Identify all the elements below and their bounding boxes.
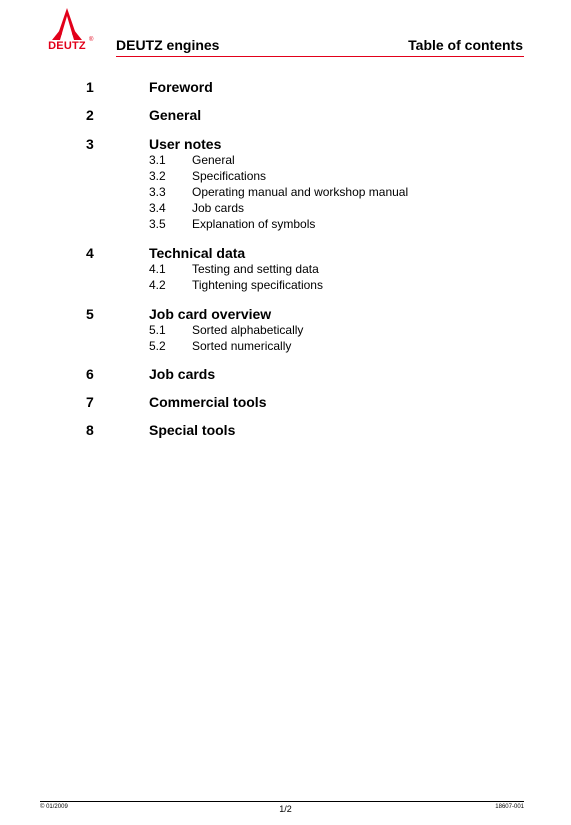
header-divider (116, 56, 524, 57)
subsection-title: Testing and setting data (192, 262, 319, 276)
chapter-title[interactable]: Job card overview (149, 306, 272, 322)
chapter-number: 8 (86, 422, 94, 438)
chapter-number: 3 (86, 136, 94, 152)
toc-subsection[interactable] (0, 169, 571, 185)
toc-subsection[interactable] (0, 323, 571, 339)
chapter-title[interactable]: General (149, 107, 202, 123)
chapter-number: 4 (86, 245, 94, 261)
toc-subsection[interactable] (0, 278, 571, 294)
subsection-title: Tightening specifications (192, 278, 323, 292)
subsection-number: 3.4 (149, 201, 166, 215)
toc-subsection[interactable] (0, 153, 571, 169)
subsection-number: 5.1 (149, 323, 166, 337)
chapter-title[interactable]: Special tools (149, 422, 236, 438)
chapter-number: 5 (86, 306, 94, 322)
subsection-title: Specifications (192, 169, 267, 183)
subsection-title: Sorted alphabetically (192, 323, 304, 337)
chapter-number: 1 (86, 79, 94, 95)
chapter-title[interactable]: Foreword (149, 79, 213, 95)
chapter-number: 2 (86, 107, 94, 123)
subsection-title: Sorted numerically (192, 339, 292, 353)
subsection-number: 5.2 (149, 339, 166, 353)
deutz-flame-icon (40, 6, 96, 42)
footer-date: © 01/2009 (40, 804, 68, 810)
page-number: 1/2 (279, 804, 292, 814)
subsection-number: 3.1 (149, 153, 166, 167)
header-title: DEUTZ engines (116, 37, 220, 53)
toc-subsection[interactable] (0, 201, 571, 217)
chapter-number: 7 (86, 394, 94, 410)
subsection-number: 3.5 (149, 217, 166, 231)
chapter-title[interactable]: User notes (149, 136, 222, 152)
footer-divider (40, 801, 524, 802)
toc-subsection[interactable] (0, 217, 571, 233)
toc-subsection[interactable] (0, 339, 571, 355)
chapter-title[interactable]: Technical data (149, 245, 246, 261)
section-title: Table of contents (408, 37, 523, 53)
registered-mark: ® (89, 37, 94, 43)
subsection-number: 4.2 (149, 278, 166, 292)
toc-subsection[interactable] (0, 262, 571, 278)
subsection-title: Explanation of symbols (192, 217, 316, 231)
document-number: 18607-001 (495, 804, 524, 810)
chapter-title[interactable]: Job cards (149, 366, 216, 382)
subsection-number: 3.3 (149, 185, 166, 199)
subsection-title: Operating manual and workshop manual (192, 185, 409, 199)
toc-subsection[interactable] (0, 185, 571, 201)
logo-text: DEUTZ (48, 40, 86, 52)
subsection-title: General (192, 153, 235, 167)
chapter-title[interactable]: Commercial tools (149, 394, 267, 410)
deutz-logo (40, 6, 96, 58)
subsection-title: Job cards (192, 201, 245, 215)
chapter-number: 6 (86, 366, 94, 382)
subsection-number: 4.1 (149, 262, 166, 276)
subsection-number: 3.2 (149, 169, 166, 183)
